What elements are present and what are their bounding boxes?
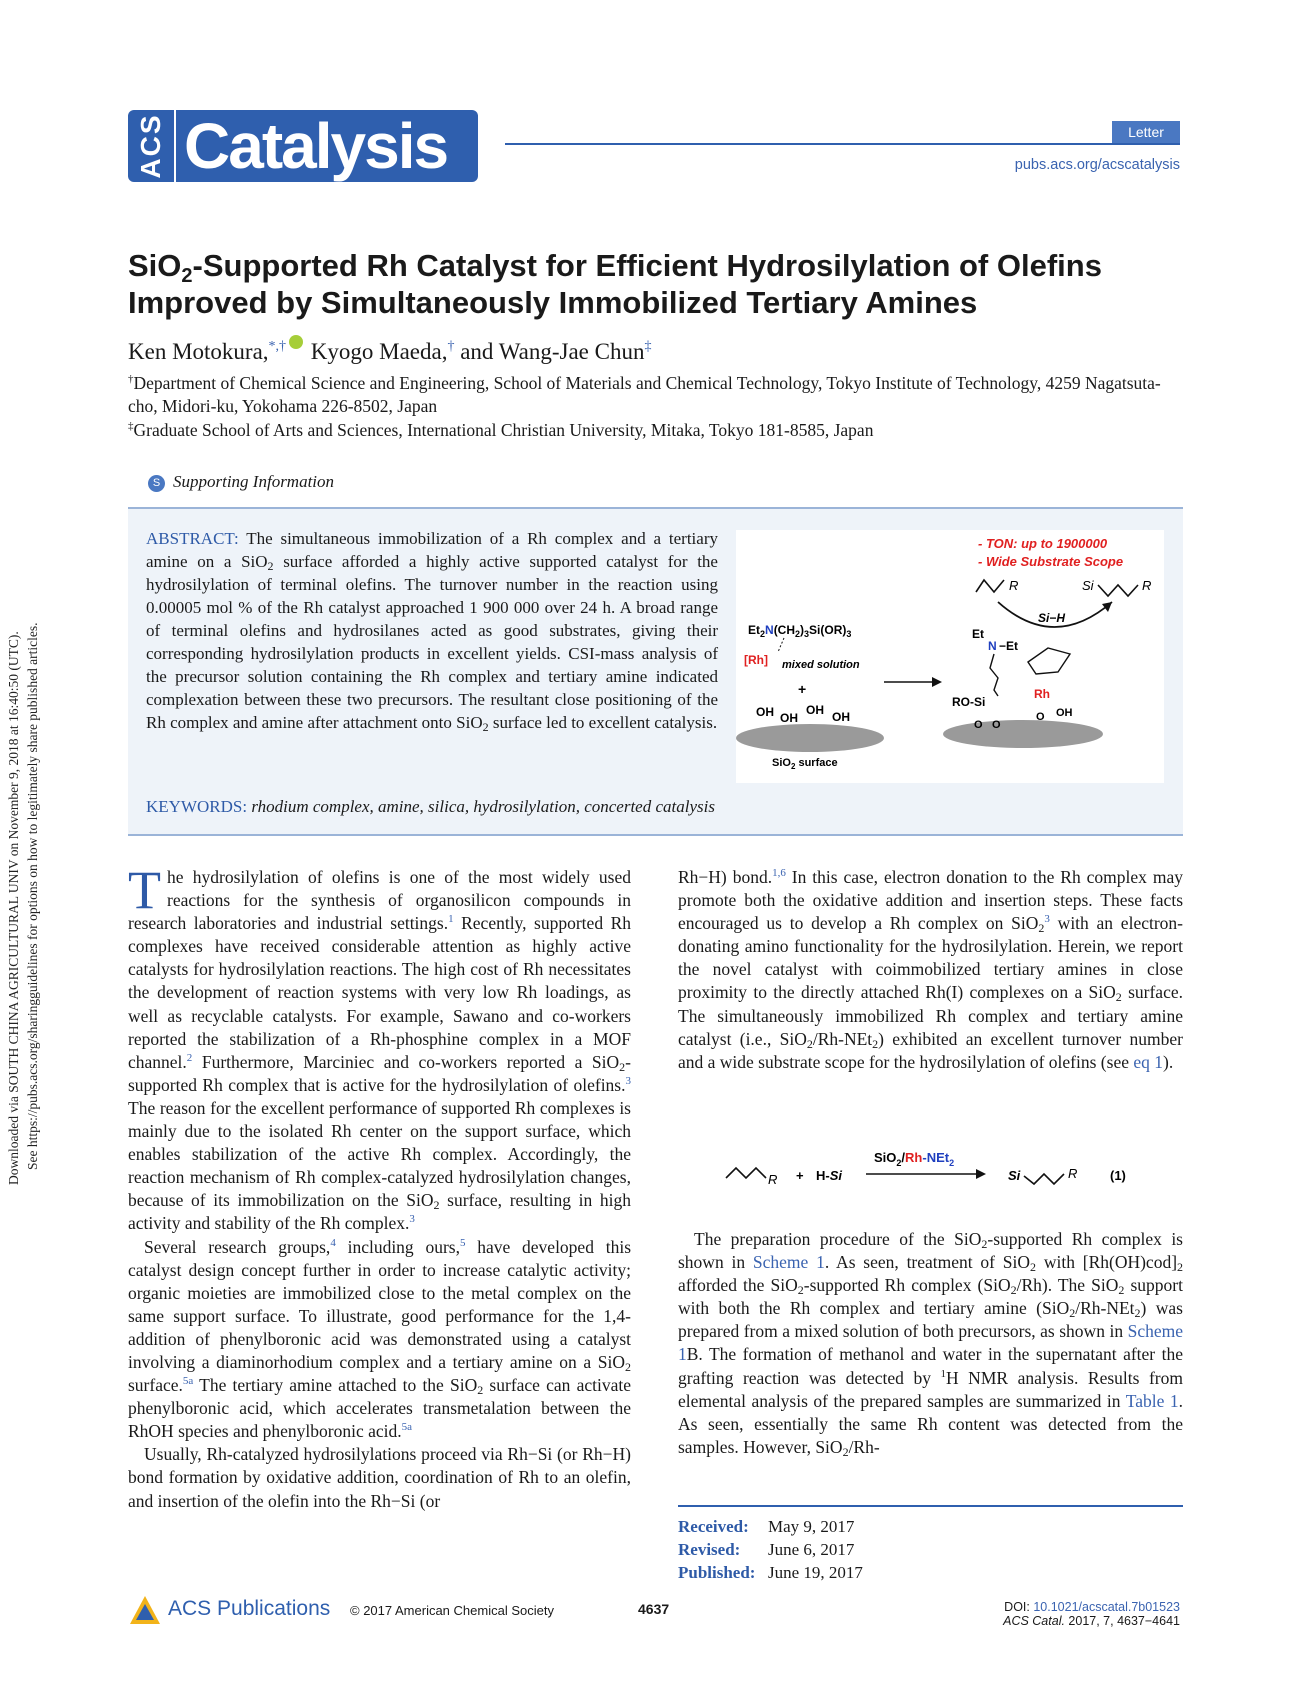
svg-text:H-Si: H-Si	[816, 1168, 843, 1183]
dates-rule	[678, 1505, 1183, 1507]
svg-text:Et: Et	[972, 627, 984, 641]
side-notes	[0, 0, 40, 1705]
affiliation-2: ‡Graduate School of Arts and Sciences, International Christian University, Mitaka, Tokyo 181-8585, Japan	[128, 420, 874, 440]
scheme-1-link[interactable]: Scheme 1	[752, 1252, 825, 1273]
svg-text:Si: Si	[1082, 578, 1094, 593]
svg-text:SiO2/Rh-NEt2: SiO$_2$/Rh-NEt$_2$	[874, 1150, 955, 1168]
copyright: © 2017 American Chemical Society	[350, 1603, 554, 1618]
paragraph: Several research groups,$^4$ including ours,$^5$ have developed this catalyst design concept further in order to increase catalytic activity; organic moieties are immobilized close to the metal complex on the same support surface. To illustrate, good performance for the 1,4-addition of phenylboronic acid was demonstrated using a catalyst involving a diaminorhodium complex and a tertiary amine on a SiO$_2$ surface.$^{5a}$ The tertiary amine attached to the SiO$_2$ surface can activate phenylboronic acid, which accelerates transmetalation between the RhOH species and phenylboronic acid.$^{5a}$	[128, 1236, 631, 1442]
article-type-badge: Letter	[1112, 121, 1180, 143]
svg-text:OH: OH	[832, 710, 850, 724]
article-dates: Received: May 9, 2017 Revised: June 6, 2017 Published: June 19, 2017	[678, 1517, 863, 1582]
header-rule	[505, 143, 1180, 145]
svg-text:O: O	[974, 719, 983, 731]
body-left-column	[128, 860, 631, 1513]
affiliation-1: †Department of Chemical Science and Engineering, School of Materials and Chemical Technology, Tokyo Institute of Technology, 4259 Nagatsuta-cho, Midori-ku, Yokohama 226-8502, Japan	[128, 373, 1161, 416]
body-right-column	[678, 866, 1183, 1074]
author-maeda[interactable]: Kyogo Maeda,	[305, 339, 448, 364]
orcid-icon[interactable]	[289, 335, 303, 349]
eq-1-link[interactable]: eq 1	[1133, 1051, 1164, 1072]
rh-label: [Rh]	[744, 653, 768, 667]
journal-logo: Catalysis	[176, 110, 478, 182]
sharing-note: See https://pubs.acs.org/sharingguidelines for options on how to legitimately share published articles.	[25, 622, 40, 1170]
silica-surface-left	[736, 724, 884, 752]
svg-text:R: R	[1142, 578, 1152, 593]
svg-text:Rh: Rh	[1034, 687, 1050, 701]
svg-text:OH: OH	[1056, 707, 1073, 719]
svg-text:Si: Si	[1008, 1168, 1021, 1183]
svg-text:R: R	[768, 1172, 778, 1187]
svg-text:OH: OH	[806, 703, 824, 717]
toc-graphic	[736, 530, 1164, 783]
eq-product-chain	[1024, 1174, 1064, 1184]
svg-text:+: +	[798, 681, 807, 697]
equation-1	[718, 1138, 1178, 1196]
abstract-label: ABSTRACT:	[146, 529, 239, 548]
scheme-1b-link[interactable]: Scheme 1	[678, 1321, 1183, 1365]
paragraph: The preparation procedure of the SiO$_2$-supported Rh complex is shown in Scheme 1. As seen, treatment of SiO$_2$ with $[Rh(OH)cod]_2$ afforded the SiO$_2$-supported Rh complex (SiO$_2$/Rh). The SiO$_2$ support with both the Rh complex and tertiary amine (SiO$_2$/Rh-NEt$_2$) was prepared from a mixed solution of both precursors, as shown in Scheme 1B. The formation of methanol and water in the supernatant after the grafting reaction was detected by $^1$H NMR analysis. Results from elemental analysis of the prepared samples are summarized in Table 1. As seen, essentially the same Rh content was detected from the samples. However, SiO$_2$/Rh-	[678, 1229, 1184, 1459]
doi: DOI: 10.1021/acscatal.7b01523 ACS Catal. 2017, 7, 4637−4641	[1003, 1600, 1180, 1628]
author-list: Ken Motokura,*,† Kyogo Maeda,† and Wang-Jae Chun‡	[128, 335, 651, 365]
abstract-text: ABSTRACT: The simultaneous immobilization of a Rh complex and a tertiary amine on a SiO$_2$ surface afforded a highly active supported catalyst for the hydrosilylation of terminal olefins. The turnover number in the reaction using 0.00005 mol % of the Rh catalyst approached 1 900 000 over 24 h. A broad range of terminal olefins and hydrosilanes acted as good substrates, giving their corresponding hydrosilylation products in excellent yields. CSI-mass analysis of the precursor solution containing the Rh complex and tertiary amine indicated complexation between these two precursors. The resultant close positioning of the Rh complex and amine after attachment onto SiO$_2$ surface led to excellent catalysis.	[146, 529, 718, 734]
cod-ligand	[1028, 648, 1070, 674]
svg-text:SiO2 surface: SiO$_2$ surface	[772, 757, 838, 771]
svg-text:(1): (1)	[1110, 1168, 1126, 1183]
acs-logo: ACS	[128, 110, 174, 182]
eq-olefin	[726, 1168, 766, 1178]
svg-text:−Et: −Et	[999, 639, 1019, 653]
doi-link[interactable]: 10.1021/acscatal.7b01523	[1033, 1600, 1180, 1614]
svg-text:R: R	[1068, 1166, 1078, 1181]
supporting-info-icon: S	[148, 475, 165, 492]
svg-text:mixed solution: mixed solution	[782, 659, 860, 671]
supporting-information-link[interactable]: S Supporting Information	[148, 472, 334, 492]
svg-text:O: O	[992, 719, 1001, 731]
download-note: Downloaded via SOUTH CHINA AGRICULTURAL UNIV on November 9, 2018 at 16:40:50 (UTC).	[6, 631, 21, 1185]
svg-text:RO-Si: RO-Si	[952, 695, 986, 709]
ton-label: - TON: up to 1900000	[978, 536, 1108, 551]
keywords: KEYWORDS: rhodium complex, amine, silica, hydrosilylation, concerted catalysis	[146, 797, 715, 816]
body-right-column-2	[678, 1228, 1183, 1459]
olefin-structure	[976, 580, 1004, 592]
table-1-link[interactable]: Table 1	[1125, 1390, 1179, 1411]
drop-cap: T	[128, 860, 161, 920]
page-number: 4637	[638, 1601, 670, 1617]
article-title: SiO$_2$-Supported Rh Catalyst for Efficient Hydrosilylation of Olefins Improved by Simultaneously Immobilized Tertiary Amines	[128, 248, 1102, 320]
journal-url-link[interactable]: pubs.acs.org/acscatalysis	[1014, 157, 1180, 173]
svg-text:O: O	[1036, 711, 1045, 723]
svg-text:R: R	[1009, 578, 1019, 593]
svg-text:+: +	[796, 1168, 804, 1183]
paragraph: Rh−H) bond.$^{1,6}$ In this case, electron donation to the Rh complex may promote both the oxidative addition and insertion steps. These facts encouraged us to develop a Rh complex on SiO$_2^3$ with an electron-donating amino functionality for the hydrosilylation. Herein, we report the novel catalyst with coimmobilized tertiary amines in close proximity to the directly attached Rh(I) complexes on a SiO$_2$ surface. The simultaneously immobilized Rh complex and tertiary amine catalyst (i.e., SiO$_2$/Rh-NEt$_2$) exhibited an excellent turnover number and a wide substrate scope for the hydrosilylation of olefins (see eq 1).	[678, 867, 1183, 1072]
svg-text:OH: OH	[780, 711, 798, 725]
author-motokura[interactable]: Ken Motokura,	[128, 339, 269, 364]
paragraph: Usually, Rh-catalyzed hydrosilylations proceed via Rh−Si (or Rh−H) bond formation by oxidative addition, coordination of Rh to an olefin, and insertion of the olefin into the Rh−Si (or	[128, 1444, 631, 1511]
publisher-name: ACS Publications	[168, 1597, 331, 1620]
author-chun[interactable]: and Wang-Jae Chun	[454, 339, 645, 364]
paragraph: The hydrosilylation of olefins is one of the most widely used reactions for the synthesis of organosilicon compounds in research laboratories and industrial settings.$^1$ Recently, supported Rh complexes have received considerable attention as highly active catalysts for hydrosilylation reactions. The high cost of Rh necessitates the development of reaction systems with very low Rh loadings, as well as recyclable catalysts. For example, Sawano and co-workers reported the stabilization of a Rh-phosphine complex in a MOF channel.$^2$ Furthermore, Marciniec and co-workers reported a SiO$_2$-supported Rh complex that is active for the hydrosilylation of olefins.$^3$ The reason for the excellent performance of supported Rh complexes is mainly due to the isolated Rh center on the support surface, which enables stabilization of the active Rh complex. Accordingly, the reaction mechanism of Rh complex-catalyzed hydrosilylation changes, because of its immobilization on the SiO$_2$ surface, resulting in high activity and stability of the Rh complex.$^3$	[128, 860, 631, 1234]
silica-surface-right	[943, 720, 1103, 748]
svg-text:N: N	[988, 639, 997, 653]
svg-text:OH: OH	[756, 705, 774, 719]
product-chain	[1098, 585, 1138, 596]
svg-text:Et2N(CH2)3Si(OR)3: $Et_2N(CH_2)_3Si(OR)_3$	[748, 623, 852, 639]
scope-label: - Wide Substrate Scope	[978, 554, 1124, 569]
acs-publications-logo-icon	[128, 1594, 162, 1628]
svg-text:Si−H: Si−H	[1038, 611, 1066, 625]
